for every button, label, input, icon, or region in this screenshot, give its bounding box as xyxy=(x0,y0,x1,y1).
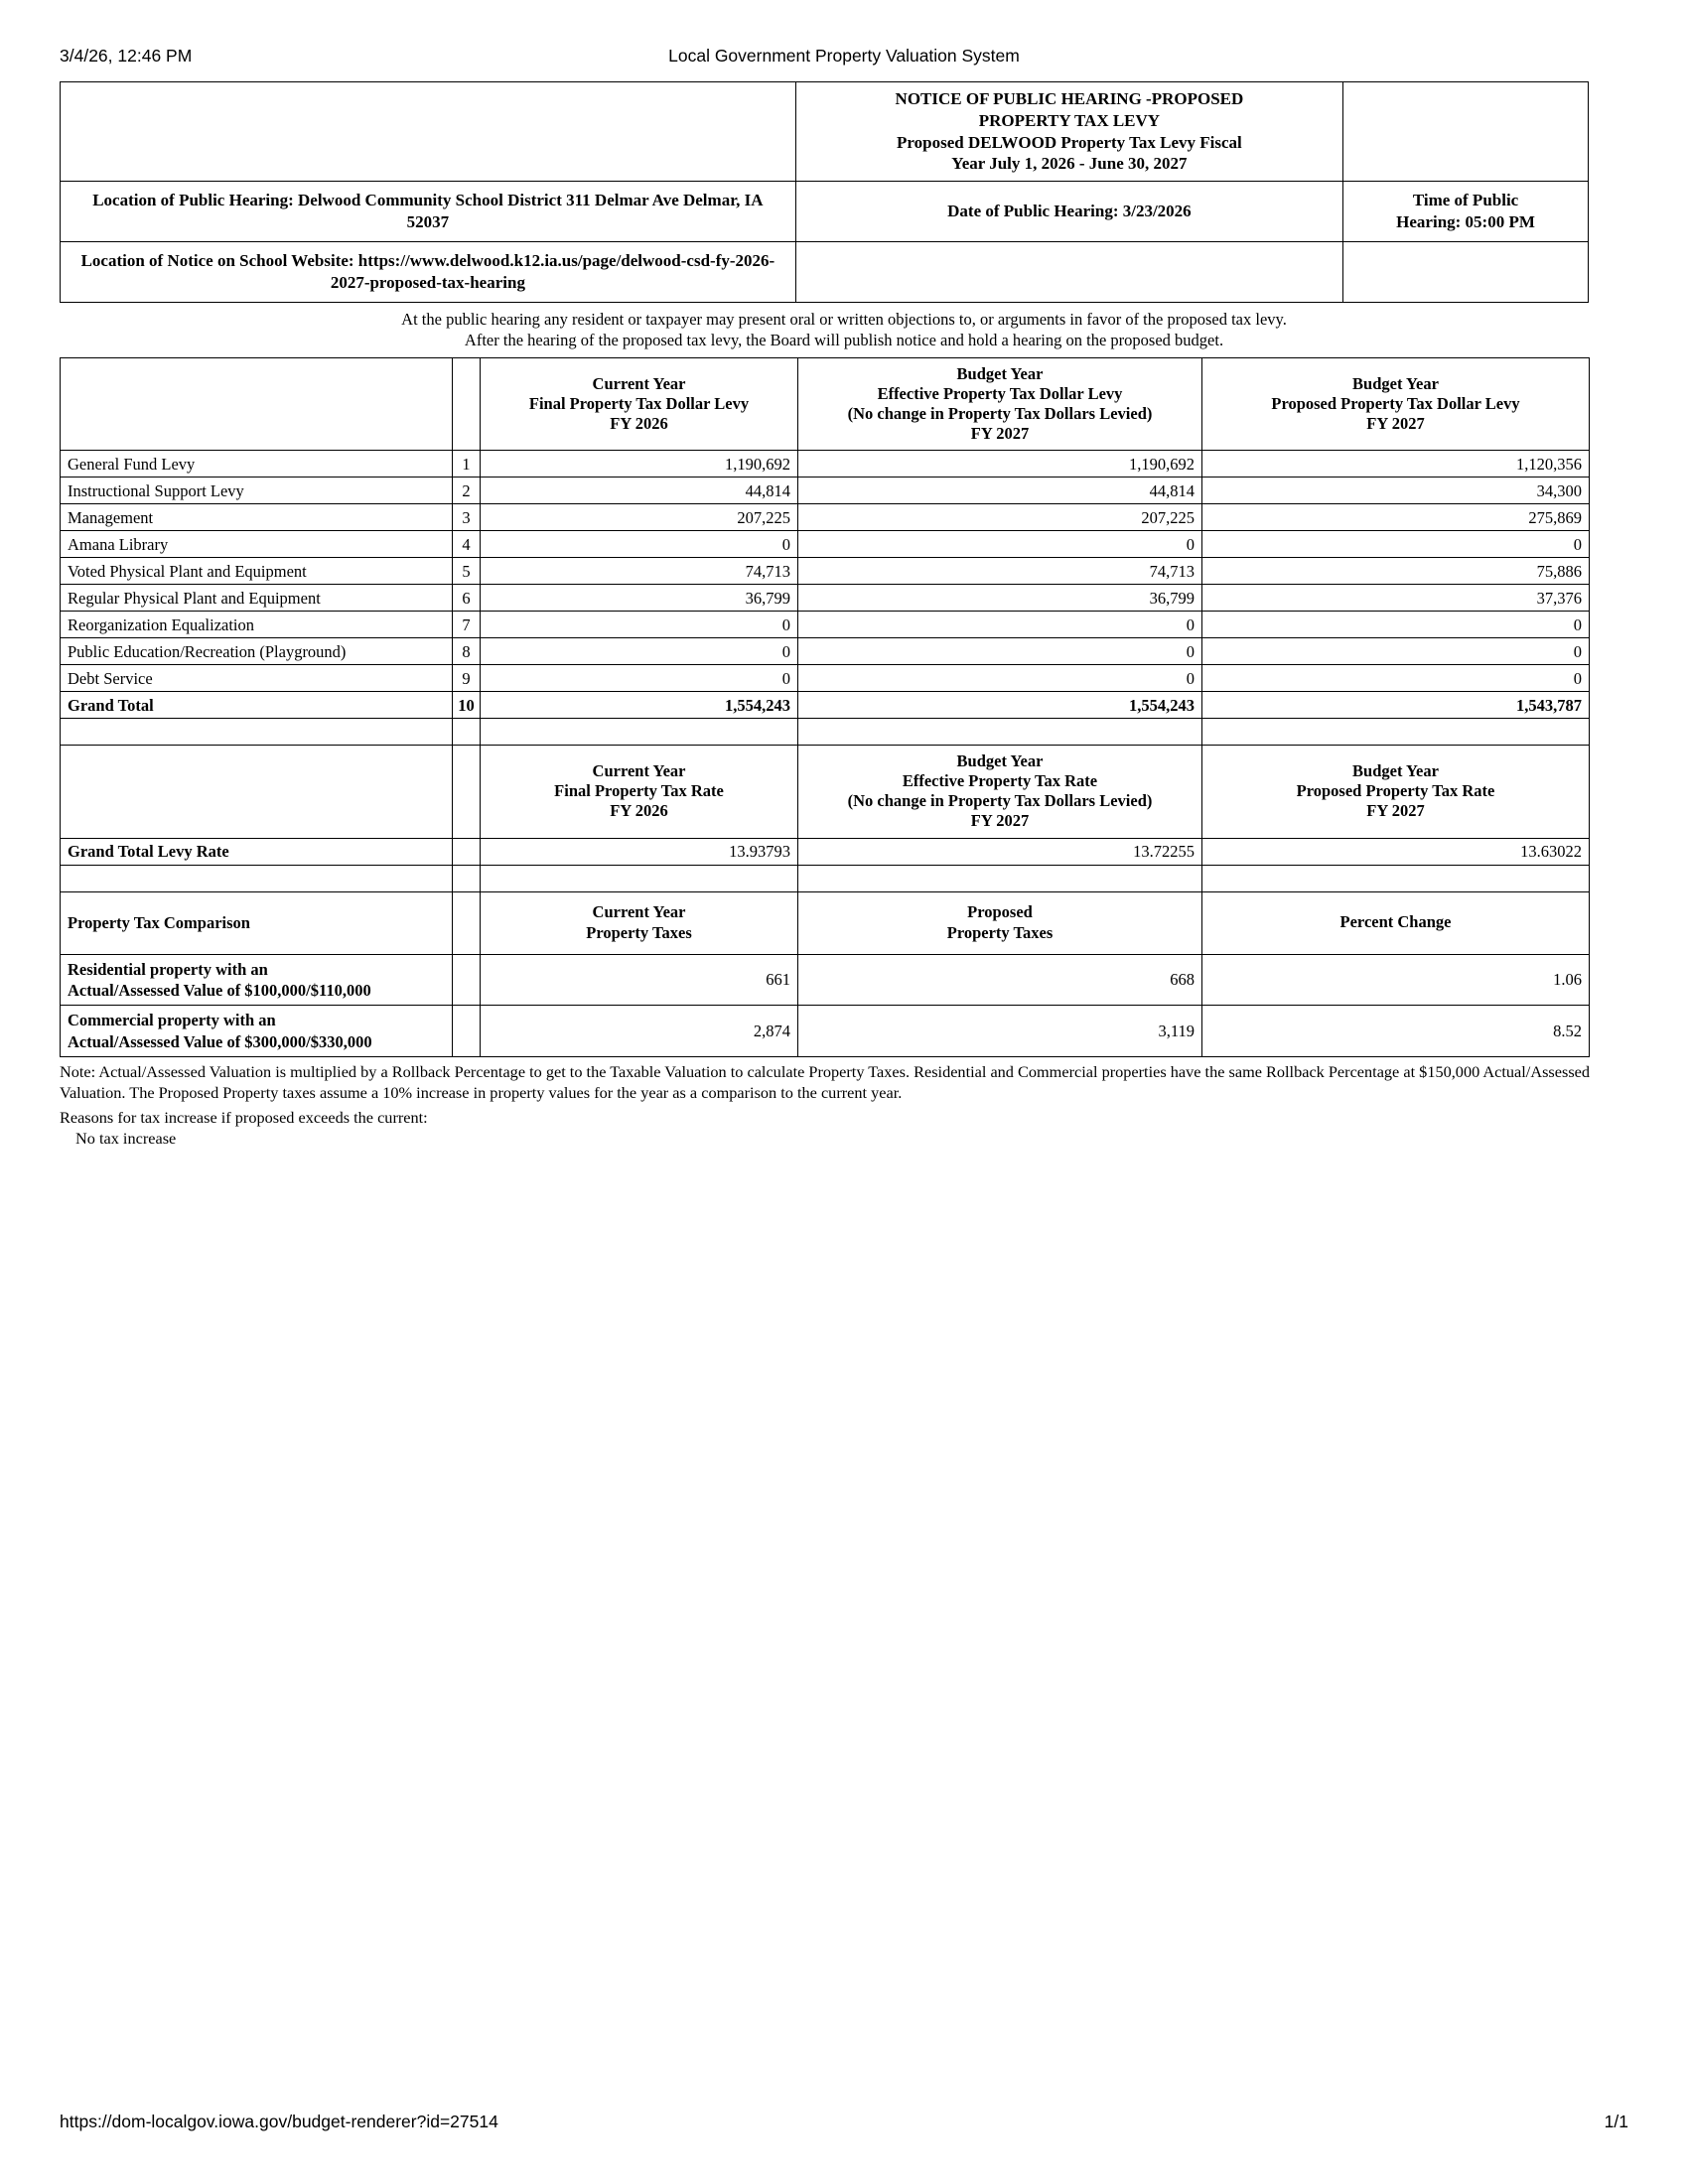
rate-total-row xyxy=(61,838,1590,865)
levy-row-proposed: 0 xyxy=(1202,638,1590,665)
levy-row-label: Public Education/Recreation (Playground) xyxy=(61,638,453,665)
print-footer xyxy=(60,2112,1628,2132)
levy-row-number: 1 xyxy=(453,451,481,478)
comparison-res-label-line2: Actual/Assessed Value of $100,000/$110,000 xyxy=(68,981,371,1001)
comparison-header-row xyxy=(61,891,1590,954)
levy-row-number: 9 xyxy=(453,665,481,692)
website-blank-cell-mid xyxy=(795,242,1342,303)
rate-row-current: 13.93793 xyxy=(481,838,798,865)
hearing-time-line2: Hearing: 05:00 PM xyxy=(1396,212,1535,232)
comparison-row-current: 661 xyxy=(481,954,798,1006)
table-row xyxy=(61,1006,1590,1057)
levy-header-row xyxy=(61,357,1590,451)
rate-header-proposed xyxy=(1202,746,1590,839)
comparison-row-label-commercial xyxy=(61,1006,453,1057)
levy-row-current: 207,225 xyxy=(481,504,798,531)
notes-section xyxy=(60,1062,1609,1150)
rate-header-prop-line1: Budget Year xyxy=(1352,761,1439,781)
levy-dollar-table xyxy=(60,357,1590,1058)
hearing-time-cell xyxy=(1343,182,1589,242)
comparison-row-num-blank xyxy=(453,1006,481,1057)
levy-header-effective xyxy=(798,357,1202,451)
levy-row-proposed: 1,120,356 xyxy=(1202,451,1590,478)
notice-location-row xyxy=(61,182,1589,242)
table-row xyxy=(61,612,1590,638)
rate-header-cy-line3: FY 2026 xyxy=(610,801,668,821)
table-row xyxy=(61,451,1590,478)
rate-header-num-blank xyxy=(453,746,481,839)
notice-title-line2: PROPERTY TAX LEVY xyxy=(978,110,1161,130)
rate-header-row xyxy=(61,746,1590,839)
rate-header-prop-line3: FY 2027 xyxy=(1366,801,1425,821)
comparison-res-label-line1: Residential property with an xyxy=(68,959,268,979)
rate-row-proposed: 13.63022 xyxy=(1202,838,1590,865)
rate-header-current-year xyxy=(481,746,798,839)
spacer-cell xyxy=(798,719,1202,746)
table-row xyxy=(61,504,1590,531)
comparison-com-label-line1: Commercial property with an xyxy=(68,1011,276,1030)
table-row xyxy=(61,531,1590,558)
table-row xyxy=(61,665,1590,692)
levy-row-proposed: 0 xyxy=(1202,612,1590,638)
levy-row-number: 7 xyxy=(453,612,481,638)
levy-total-effective: 1,554,243 xyxy=(798,692,1202,719)
levy-row-label: Regular Physical Plant and Equipment xyxy=(61,585,453,612)
comparison-header-prop-line1: Proposed xyxy=(967,901,1033,921)
rate-row-effective: 13.72255 xyxy=(798,838,1202,865)
rate-header-blank xyxy=(61,746,453,839)
notice-title-line1: NOTICE OF PUBLIC HEARING -PROPOSED xyxy=(895,89,1244,108)
hearing-time-line1: Time of Public xyxy=(1412,191,1519,209)
levy-row-effective: 1,190,692 xyxy=(798,451,1202,478)
comparison-header-current xyxy=(481,891,798,954)
levy-row-current: 36,799 xyxy=(481,585,798,612)
levy-row-current: 0 xyxy=(481,612,798,638)
table-row xyxy=(61,638,1590,665)
rate-header-eff-line4: FY 2027 xyxy=(970,811,1030,831)
levy-row-effective: 0 xyxy=(798,531,1202,558)
rate-spacer-row xyxy=(61,865,1590,891)
rate-header-effective xyxy=(798,746,1202,839)
rate-row-number xyxy=(453,838,481,865)
spacer-cell xyxy=(481,865,798,891)
levy-row-current: 44,814 xyxy=(481,478,798,504)
levy-header-prop-line1: Budget Year xyxy=(1352,373,1439,393)
comparison-row-percent: 1.06 xyxy=(1202,954,1590,1006)
hearing-location-cell: Location of Public Hearing: Delwood Community School District 311 Delmar Ave Delmar, IA 52037 xyxy=(61,182,796,242)
levy-row-proposed: 0 xyxy=(1202,665,1590,692)
notice-title-line4: Year July 1, 2026 - June 30, 2027 xyxy=(951,154,1188,174)
rate-header-cy-line1: Current Year xyxy=(592,761,686,781)
spacer-cell xyxy=(481,719,798,746)
comparison-row-percent: 8.52 xyxy=(1202,1006,1590,1057)
levy-row-effective: 36,799 xyxy=(798,585,1202,612)
levy-row-effective: 74,713 xyxy=(798,558,1202,585)
spacer-cell xyxy=(798,865,1202,891)
levy-row-effective: 0 xyxy=(798,612,1202,638)
levy-header-num-blank xyxy=(453,357,481,451)
levy-row-proposed: 0 xyxy=(1202,531,1590,558)
levy-row-effective: 0 xyxy=(798,638,1202,665)
levy-row-current: 1,190,692 xyxy=(481,451,798,478)
levy-total-label: Grand Total xyxy=(61,692,453,719)
intro-paragraph xyxy=(60,309,1628,350)
rate-header-eff-line1: Budget Year xyxy=(956,751,1044,771)
notice-title-cell xyxy=(795,82,1342,182)
website-blank-cell-right xyxy=(1343,242,1589,303)
levy-row-proposed: 75,886 xyxy=(1202,558,1590,585)
levy-header-proposed xyxy=(1202,357,1590,451)
hearing-date-cell: Date of Public Hearing: 3/23/2026 xyxy=(795,182,1342,242)
levy-header-eff-line2: Effective Property Tax Dollar Levy xyxy=(877,383,1123,403)
levy-row-effective: 207,225 xyxy=(798,504,1202,531)
comparison-header-proposed xyxy=(798,891,1202,954)
levy-total-proposed: 1,543,787 xyxy=(1202,692,1590,719)
spacer-cell xyxy=(61,719,453,746)
comparison-com-label-line2: Actual/Assessed Value of $300,000/$330,000 xyxy=(68,1031,372,1051)
rollback-note: Note: Actual/Assessed Valuation is multiplied by a Rollback Percentage to get to the Taxable Valuation to calculate Property Taxes. Residential and Commercial properties have the same Rollback Percentage at $150,000 Actual/Assessed Valuation. The Proposed Property taxes assume a 10% increase in property values for the year as a comparison to the current year. xyxy=(60,1062,1591,1103)
levy-header-prop-line2: Proposed Property Tax Dollar Levy xyxy=(1271,393,1520,413)
rate-header-eff-line3: (No change in Property Tax Dollars Levied) xyxy=(847,791,1153,811)
levy-total-current: 1,554,243 xyxy=(481,692,798,719)
levy-row-number: 5 xyxy=(453,558,481,585)
levy-row-label: Amana Library xyxy=(61,531,453,558)
table-row xyxy=(61,954,1590,1006)
comparison-header-cur-line1: Current Year xyxy=(592,901,686,921)
notice-header-table xyxy=(60,81,1589,303)
levy-header-cy-line2: Final Property Tax Dollar Levy xyxy=(528,393,750,413)
levy-row-number: 8 xyxy=(453,638,481,665)
print-footer-page: 1/1 xyxy=(1604,2112,1628,2131)
levy-spacer-row xyxy=(61,719,1590,746)
levy-row-current: 74,713 xyxy=(481,558,798,585)
notice-title-line3: Proposed DELWOOD Property Tax Levy Fiscal xyxy=(897,132,1242,152)
levy-row-label: Instructional Support Levy xyxy=(61,478,453,504)
spacer-cell xyxy=(1202,719,1590,746)
levy-row-number: 3 xyxy=(453,504,481,531)
comparison-header-num-blank xyxy=(453,891,481,954)
levy-row-effective: 0 xyxy=(798,665,1202,692)
print-footer-url: https://dom-localgov.iowa.gov/budget-renderer?id=27514 xyxy=(60,2112,498,2131)
levy-row-proposed: 34,300 xyxy=(1202,478,1590,504)
levy-row-number: 6 xyxy=(453,585,481,612)
levy-header-cy-line1: Current Year xyxy=(592,373,686,393)
levy-row-label: Voted Physical Plant and Equipment xyxy=(61,558,453,585)
levy-header-eff-line3: (No change in Property Tax Dollars Levied) xyxy=(847,403,1153,423)
table-row xyxy=(61,558,1590,585)
levy-row-label: Management xyxy=(61,504,453,531)
table-row xyxy=(61,478,1590,504)
levy-row-number: 4 xyxy=(453,531,481,558)
rate-header-prop-line2: Proposed Property Tax Rate xyxy=(1296,781,1495,801)
levy-row-number: 2 xyxy=(453,478,481,504)
levy-header-blank xyxy=(61,357,453,451)
spacer-cell xyxy=(453,719,481,746)
rate-row-label: Grand Total Levy Rate xyxy=(61,838,453,865)
levy-header-cy-line3: FY 2026 xyxy=(610,413,668,433)
levy-row-proposed: 37,376 xyxy=(1202,585,1590,612)
print-header-title: Local Government Property Valuation System xyxy=(668,46,1020,66)
levy-row-label: General Fund Levy xyxy=(61,451,453,478)
levy-row-proposed: 275,869 xyxy=(1202,504,1590,531)
levy-header-current-year xyxy=(481,357,798,451)
comparison-header-percent: Percent Change xyxy=(1202,891,1590,954)
reasons-value: No tax increase xyxy=(75,1129,177,1149)
notice-title-row xyxy=(61,82,1589,182)
levy-header-eff-line1: Budget Year xyxy=(956,363,1044,383)
levy-row-current: 0 xyxy=(481,638,798,665)
notice-website-row xyxy=(61,242,1589,303)
levy-row-current: 0 xyxy=(481,531,798,558)
levy-row-label: Debt Service xyxy=(61,665,453,692)
spacer-cell xyxy=(1202,865,1590,891)
notice-blank-cell xyxy=(61,82,796,182)
intro-line-1: At the public hearing any resident or taxpayer may present oral or written objections to, or arguments in favor of the proposed tax levy. xyxy=(401,310,1287,330)
spacer-cell xyxy=(61,865,453,891)
levy-header-eff-line4: FY 2027 xyxy=(970,423,1030,443)
comparison-header-prop-line2: Property Taxes xyxy=(946,922,1054,942)
rate-header-eff-line2: Effective Property Tax Rate xyxy=(902,771,1098,791)
comparison-row-proposed: 3,119 xyxy=(798,1006,1202,1057)
rate-header-cy-line2: Final Property Tax Rate xyxy=(554,781,724,801)
spacer-cell xyxy=(453,865,481,891)
website-notice-cell: Location of Notice on School Website: https://www.delwood.k12.ia.us/page/delwood-csd-fy-2026-2027-proposed-tax-hearing xyxy=(61,242,796,303)
levy-total-number: 10 xyxy=(453,692,481,719)
table-row xyxy=(61,585,1590,612)
comparison-header-label: Property Tax Comparison xyxy=(61,891,453,954)
levy-row-current: 0 xyxy=(481,665,798,692)
comparison-header-cur-line2: Property Taxes xyxy=(586,922,692,942)
comparison-row-current: 2,874 xyxy=(481,1006,798,1057)
print-header-date: 3/4/26, 12:46 PM xyxy=(60,46,193,66)
comparison-row-num-blank xyxy=(453,954,481,1006)
print-header xyxy=(60,46,1628,75)
intro-line-2: After the hearing of the proposed tax levy, the Board will publish notice and hold a hearing on the proposed budget. xyxy=(464,331,1224,350)
levy-header-prop-line3: FY 2027 xyxy=(1366,413,1425,433)
comparison-row-proposed: 668 xyxy=(798,954,1202,1006)
comparison-row-label-residential xyxy=(61,954,453,1006)
reasons-label: Reasons for tax increase if proposed exceeds the current: xyxy=(60,1107,428,1127)
levy-row-label: Reorganization Equalization xyxy=(61,612,453,638)
notice-blank-cell-right xyxy=(1343,82,1589,182)
levy-grand-total-row xyxy=(61,692,1590,719)
levy-row-effective: 44,814 xyxy=(798,478,1202,504)
